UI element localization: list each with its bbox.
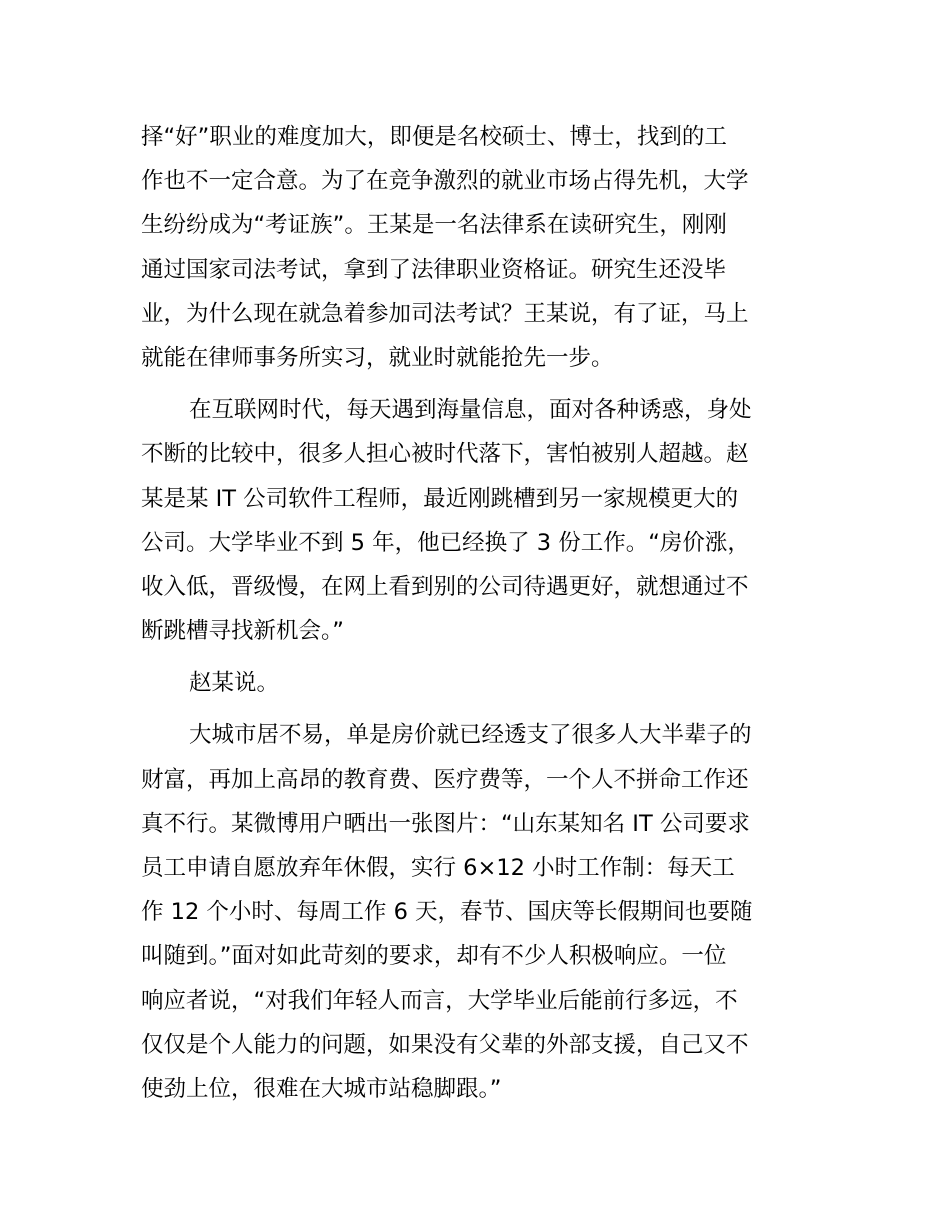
paragraph-line: 作 12 个小时、每周工作 6 天，春节、国庆等长假期间也要随 [141, 899, 753, 926]
paragraph-line: 员工申请自愿放弃年休假，实行 6×12 小时工作制：每天工 [141, 855, 735, 881]
paragraph-line: 响应者说，“对我们年轻人而言，大学毕业后能前行多远，不 [141, 987, 738, 1014]
paragraph-4 [141, 713, 811, 1111]
paragraph-line: 收入低，晋级慢，在网上看到别的公司待遇更好，就想通过不 [141, 573, 749, 600]
paragraph-1 [141, 115, 811, 380]
paragraph-line: 通过国家司法考试，拿到了法律职业资格证。研究生还没毕 [141, 256, 727, 283]
paragraph-line: 作也不一定合意。为了在竞争激烈的就业市场占得先机，大学 [141, 168, 749, 195]
paragraph-line: 赵某说。 [189, 670, 280, 697]
paragraph-line: 大城市居不易，单是房价就已经透支了很多人大半辈子的 [189, 722, 752, 749]
paragraph-2 [141, 388, 811, 653]
paragraph-line: 业，为什么现在就急着参加司法考试？王某说，有了证，马上 [141, 300, 749, 327]
paragraph-line: 断跳槽寻找新机会。” [141, 618, 344, 645]
paragraph-line: 不断的比较中，很多人担心被时代落下，害怕被别人超越。赵 [141, 441, 749, 468]
paragraph-3 [141, 661, 811, 705]
paragraph-line: 真不行。某微博用户晒出一张图片：“山东某知名 IT 公司要求 [141, 810, 750, 837]
paragraph-line: 仅仅是个人能力的问题，如果没有父辈的外部支援，自己又不 [141, 1031, 749, 1058]
paragraph-line: 财富，再加上高昂的教育费、医疗费等，一个人不拼命工作还 [141, 766, 749, 793]
paragraph-line: 生纷纷成为“考证族”。王某是一名法律系在读研究生，刚刚 [141, 212, 727, 239]
paragraph-line: 叫随到。”面对如此苛刻的要求，却有不少人积极响应。一位 [141, 943, 727, 970]
document-body [141, 115, 811, 1119]
paragraph-line: 某是某 IT 公司软件工程师，最近刚跳槽到另一家规模更大的 [141, 485, 739, 512]
paragraph-line: 使劲上位，很难在大城市站稳脚跟。” [141, 1075, 502, 1102]
paragraph-line: 公司。大学毕业不到 5 年，他已经换了 3 份工作。“房价涨， [141, 529, 750, 556]
paragraph-line: 在互联网时代，每天遇到海量信息，面对各种诱惑，身处 [189, 397, 752, 424]
paragraph-line: 择“好”职业的难度加大，即便是名校硕士、博士，找到的工 [141, 124, 727, 150]
paragraph-line: 就能在律师事务所实习，就业时就能抢先一步。 [141, 344, 614, 371]
